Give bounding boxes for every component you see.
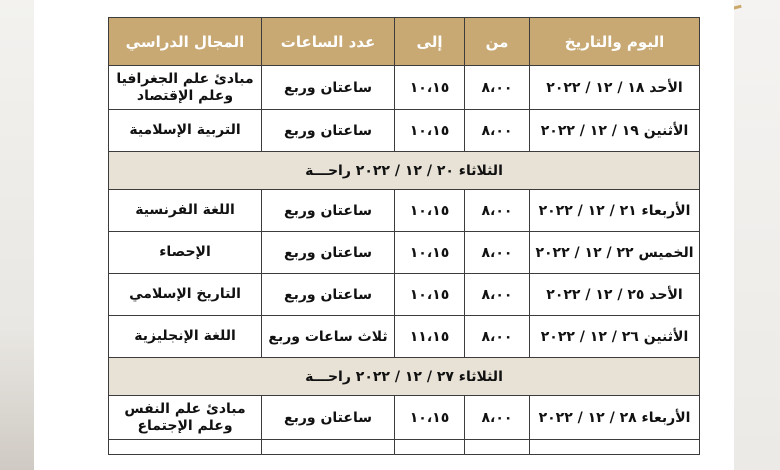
table-row <box>109 232 700 274</box>
cell-empty <box>109 440 262 455</box>
cell-from: ٨،٠٠ <box>465 316 530 358</box>
cell-from: ٨،٠٠ <box>465 66 530 110</box>
cell-to: ١٠،١٥ <box>395 232 465 274</box>
table-row <box>109 66 700 110</box>
cell-hours: ساعتان وربع <box>262 110 395 152</box>
cell-empty <box>530 440 700 455</box>
header-subject: المجال الدراسي <box>109 18 262 66</box>
cell-subject: الإحصاء <box>109 232 262 274</box>
subject-line-1: مبادئ علم الجغرافيا <box>116 70 254 87</box>
header-to: إلى <box>395 18 465 66</box>
header-from: من <box>465 18 530 66</box>
cell-subject: التاريخ الإسلامي <box>109 274 262 316</box>
header-hours: عدد الساعات <box>262 18 395 66</box>
subject-line-2: وعلم الإجتماع <box>137 417 233 434</box>
table-row <box>109 190 700 232</box>
table-row <box>109 274 700 316</box>
cell-subject <box>109 66 262 110</box>
cell-to: ١٠،١٥ <box>395 66 465 110</box>
table-row <box>109 396 700 440</box>
rest-day-label: الثلاثاء ٢٠ / ١٢ / ٢٠٢٢ راحـــة <box>109 152 700 190</box>
cell-from: ٨،٠٠ <box>465 110 530 152</box>
subject-line-2: وعلم الإقتصاد <box>136 87 234 104</box>
table-row-cut-off <box>109 440 700 455</box>
rest-day-row <box>109 152 700 190</box>
cell-from: ٨،٠٠ <box>465 396 530 440</box>
cell-subject: اللغة الفرنسية <box>109 190 262 232</box>
cell-empty <box>465 440 530 455</box>
cell-subject: التربية الإسلامية <box>109 110 262 152</box>
cell-day-date: الأحد ١٨ / ١٢ / ٢٠٢٢ <box>530 66 700 110</box>
cell-hours: ساعتان وربع <box>262 274 395 316</box>
cell-to: ١١،١٥ <box>395 316 465 358</box>
cell-day-date: الأربعاء ٢١ / ١٢ / ٢٠٢٢ <box>530 190 700 232</box>
cell-day-date: الأثنين ١٩ / ١٢ / ٢٠٢٢ <box>530 110 700 152</box>
rest-day-label: الثلاثاء ٢٧ / ١٢ / ٢٠٢٢ راحـــة <box>109 358 700 396</box>
table-header-row <box>109 18 700 66</box>
table-row <box>109 316 700 358</box>
cell-day-date: الخميس ٢٢ / ١٢ / ٢٠٢٢ <box>530 232 700 274</box>
cell-hours: ساعتان وربع <box>262 232 395 274</box>
cell-day-date: الأحد ٢٥ / ١٢ / ٢٠٢٢ <box>530 274 700 316</box>
cell-subject: اللغة الإنجليزية <box>109 316 262 358</box>
cell-hours: ثلاث ساعات وربع <box>262 316 395 358</box>
cell-hours: ساعتان وربع <box>262 396 395 440</box>
exam-schedule-table <box>108 17 700 455</box>
cell-subject <box>109 396 262 440</box>
cell-hours: ساعتان وربع <box>262 190 395 232</box>
rest-day-row <box>109 358 700 396</box>
cell-from: ٨،٠٠ <box>465 232 530 274</box>
cell-to: ١٠،١٥ <box>395 274 465 316</box>
table-row <box>109 110 700 152</box>
header-day-date: اليوم والتاريخ <box>530 18 700 66</box>
cell-to: ١٠،١٥ <box>395 190 465 232</box>
cell-empty <box>395 440 465 455</box>
cell-from: ٨،٠٠ <box>465 190 530 232</box>
subject-line-1: مبادئ علم النفس <box>124 400 246 417</box>
cell-day-date: الأربعاء ٢٨ / ١٢ / ٢٠٢٢ <box>530 396 700 440</box>
cell-empty <box>262 440 395 455</box>
cell-from: ٨،٠٠ <box>465 274 530 316</box>
cell-hours: ساعتان وربع <box>262 66 395 110</box>
cell-to: ١٠،١٥ <box>395 110 465 152</box>
cell-to: ١٠،١٥ <box>395 396 465 440</box>
cell-day-date: الأثنين ٢٦ / ١٢ / ٢٠٢٢ <box>530 316 700 358</box>
